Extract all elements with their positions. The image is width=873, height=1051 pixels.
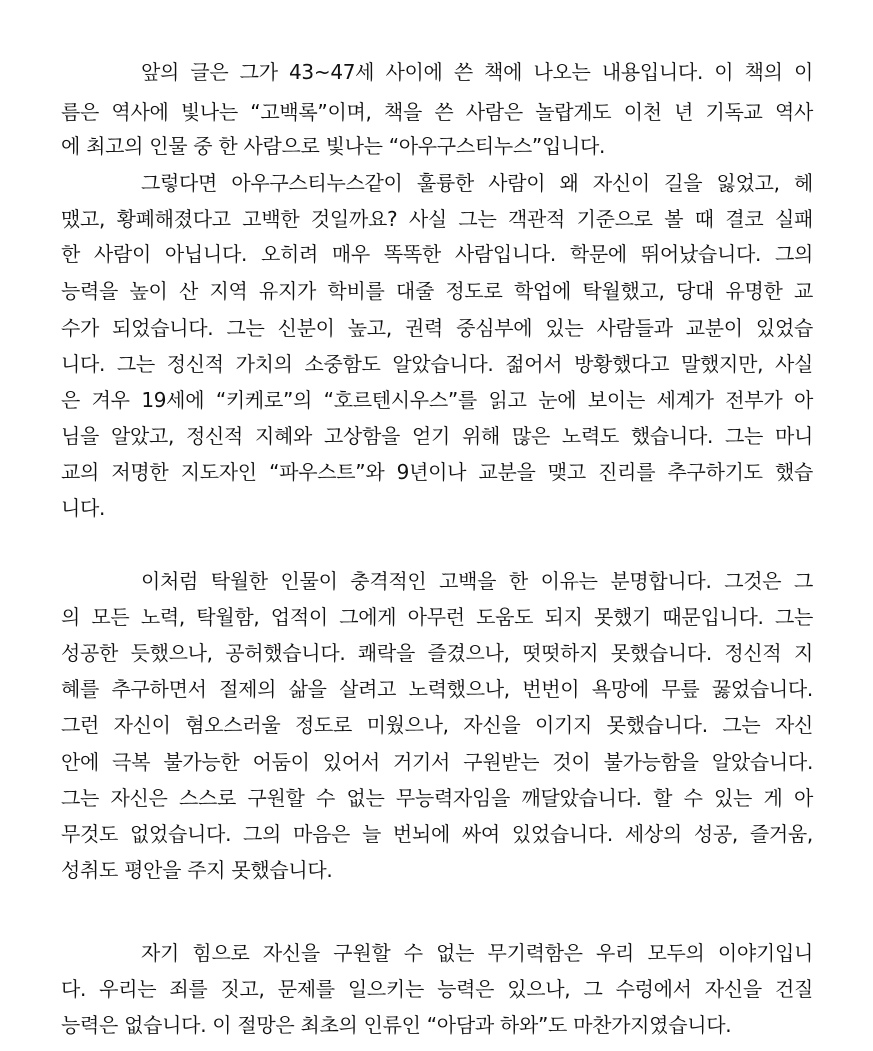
text-line: 은 겨우 19세에 “키케로”의 “호르텐시우스”를 읽고 눈에 보이는 세계가 전부가 아 xyxy=(61,388,813,412)
text-line: 성공한 듯했으나, 공허했습니다. 쾌락을 즐겼으나, 떳떳하지 못했습니다. 정신적 지 xyxy=(61,641,813,665)
text-line: 교의 저명한 지도자인 “파우스트”와 9년이나 교분을 맺고 진리를 추구하기도 했습 xyxy=(61,460,813,484)
text-line: 의 모든 노력, 탁월함, 업적이 그에게 아무런 도움도 되지 못했기 때문입니다. 그는 xyxy=(61,605,813,629)
text-line: 능력은 없습니다. 이 절망은 최초의 인류인 “아담과 하와”도 마찬가지였습니다. xyxy=(61,1013,732,1037)
text-line: 맸고, 황폐해졌다고 고백한 것일까요? 사실 그는 객관적 기준으로 볼 때 결코 실패 xyxy=(61,207,813,231)
text-line: 한 사람이 아닙니다. 오히려 매우 똑똑한 사람입니다. 학문에 뛰어났습니다. 그의 xyxy=(61,242,813,266)
text-line: 님을 알았고, 정신적 지혜와 고상함을 얻기 위해 많은 노력도 했습니다. 그는 마니 xyxy=(61,424,813,448)
text-line: 다. 우리는 죄를 짓고, 문제를 일으키는 능력은 있으나, 그 수렁에서 자신을 건질 xyxy=(61,977,813,1001)
text-line: 무것도 없었습니다. 그의 마음은 늘 번뇌에 싸여 있었습니다. 세상의 성공, 즐거움, xyxy=(61,822,813,846)
text-line: 안에 극복 불가능한 어둠이 있어서 거기서 구원받는 것이 불가능함을 알았습니다. xyxy=(61,750,813,774)
text-line: 그렇다면 아우구스티누스같이 훌륭한 사람이 왜 자신이 길을 잃었고, 헤 xyxy=(141,171,813,195)
text-line: 그런 자신이 혐오스러울 정도로 미웠으나, 자신을 이기지 못했습니다. 그는 자신 xyxy=(61,713,813,737)
text-line: 에 최고의 인물 중 한 사람으로 빛나는 “아우구스티누스”입니다. xyxy=(61,134,606,158)
text-line: 성취도 평안을 주지 못했습니다. xyxy=(61,858,333,882)
text-line xyxy=(61,525,813,565)
text-line: 니다. xyxy=(61,496,106,520)
text-line: 앞의 글은 그가 43~47세 사이에 쓴 책에 나오는 내용입니다. 이 책의 이 xyxy=(141,60,813,84)
text-line: 이처럼 탁월한 인물이 충격적인 고백을 한 이유는 분명합니다. 그것은 그 xyxy=(141,569,813,593)
text-line: 혜를 추구하면서 절제의 삶을 살려고 노력했으나, 번번이 욕망에 무릎 꿇었습니다. xyxy=(61,677,813,701)
text-line: 그는 자신은 스스로 구원할 수 없는 무능력자임을 깨달았습니다. 할 수 있는 게 아 xyxy=(61,786,813,810)
text-line: 수가 되었습니다. 그는 신분이 높고, 권력 중심부에 있는 사람들과 교분이 있었습 xyxy=(61,316,813,340)
text-line: 니다. 그는 정신적 가치의 소중함도 알았습니다. 젊어서 방황했다고 말했지만, 사실 xyxy=(61,352,813,376)
text-line: 자기 힘으로 자신을 구원할 수 없는 무기력함은 우리 모두의 이야기입니 xyxy=(141,941,813,965)
text-line: 능력을 높이 산 지역 유지가 학비를 대줄 정도로 학업에 탁월했고, 당대 유명한 교 xyxy=(61,279,813,303)
text-line: 름은 역사에 빛나는 “고백록”이며, 책을 쓴 사람은 놀랍게도 이천 년 기독교 역사 xyxy=(61,100,813,124)
